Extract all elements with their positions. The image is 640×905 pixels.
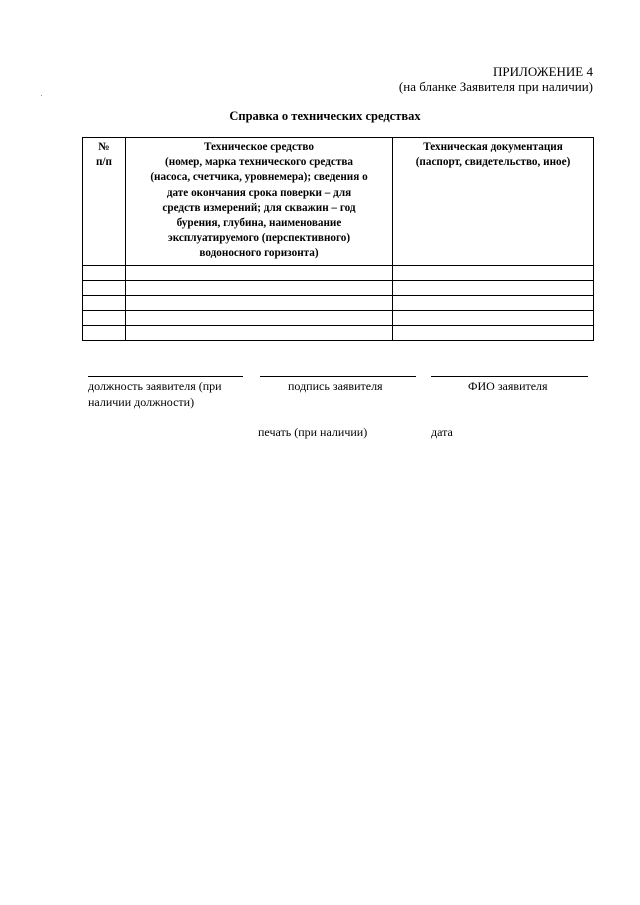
table-row	[83, 265, 594, 280]
date-label: дата	[431, 425, 453, 439]
table-cell[interactable]	[393, 310, 594, 325]
table-cell[interactable]	[83, 310, 126, 325]
table-row	[83, 280, 594, 295]
document-title: Справка о технических средствах	[229, 109, 421, 123]
position-signature-line[interactable]	[88, 376, 243, 377]
table-header-row	[83, 138, 594, 266]
table-cell[interactable]	[393, 280, 594, 295]
table-cell[interactable]	[126, 280, 393, 295]
appendix-number: ПРИЛОЖЕНИЕ 4	[493, 64, 593, 79]
table-cell[interactable]	[126, 310, 393, 325]
header-number: № п/п	[83, 138, 126, 266]
table-row	[83, 295, 594, 310]
table-cell[interactable]	[83, 295, 126, 310]
table-cell[interactable]	[126, 325, 393, 340]
signature-label: подпись заявителя	[288, 379, 383, 393]
table-cell[interactable]	[83, 325, 126, 340]
table-cell[interactable]	[83, 280, 126, 295]
scan-speck	[41, 95, 42, 96]
position-label: должность заявителя (при наличии должности)	[88, 379, 222, 409]
appendix-header	[399, 64, 593, 94]
table-cell[interactable]	[393, 325, 594, 340]
technical-means-table	[82, 137, 594, 341]
name-signature-line[interactable]	[431, 376, 588, 377]
signature-line[interactable]	[260, 376, 416, 377]
table-row	[83, 325, 594, 340]
header-technical-documentation: Техническая документация (паспорт, свидетельство, иное)	[393, 138, 594, 266]
appendix-note: (на бланке Заявителя при наличии)	[398, 79, 593, 94]
table-cell[interactable]	[393, 265, 594, 280]
table-cell[interactable]	[83, 265, 126, 280]
stamp-label: печать (при наличии)	[258, 425, 368, 439]
header-technical-means: Техническое средство (номер, марка технического средства (насоса, счетчика, уровнемера); сведения о дате окончания срока поверки – для средств измерений; для скважин – год бурения, глубина, наименование эксплуатируемого (перспективного) водоносного горизонта)	[126, 138, 393, 266]
table-row	[83, 310, 594, 325]
table-cell[interactable]	[126, 265, 393, 280]
table-cell[interactable]	[393, 295, 594, 310]
table-cell[interactable]	[126, 295, 393, 310]
full-name-label: ФИО заявителя	[468, 379, 548, 393]
